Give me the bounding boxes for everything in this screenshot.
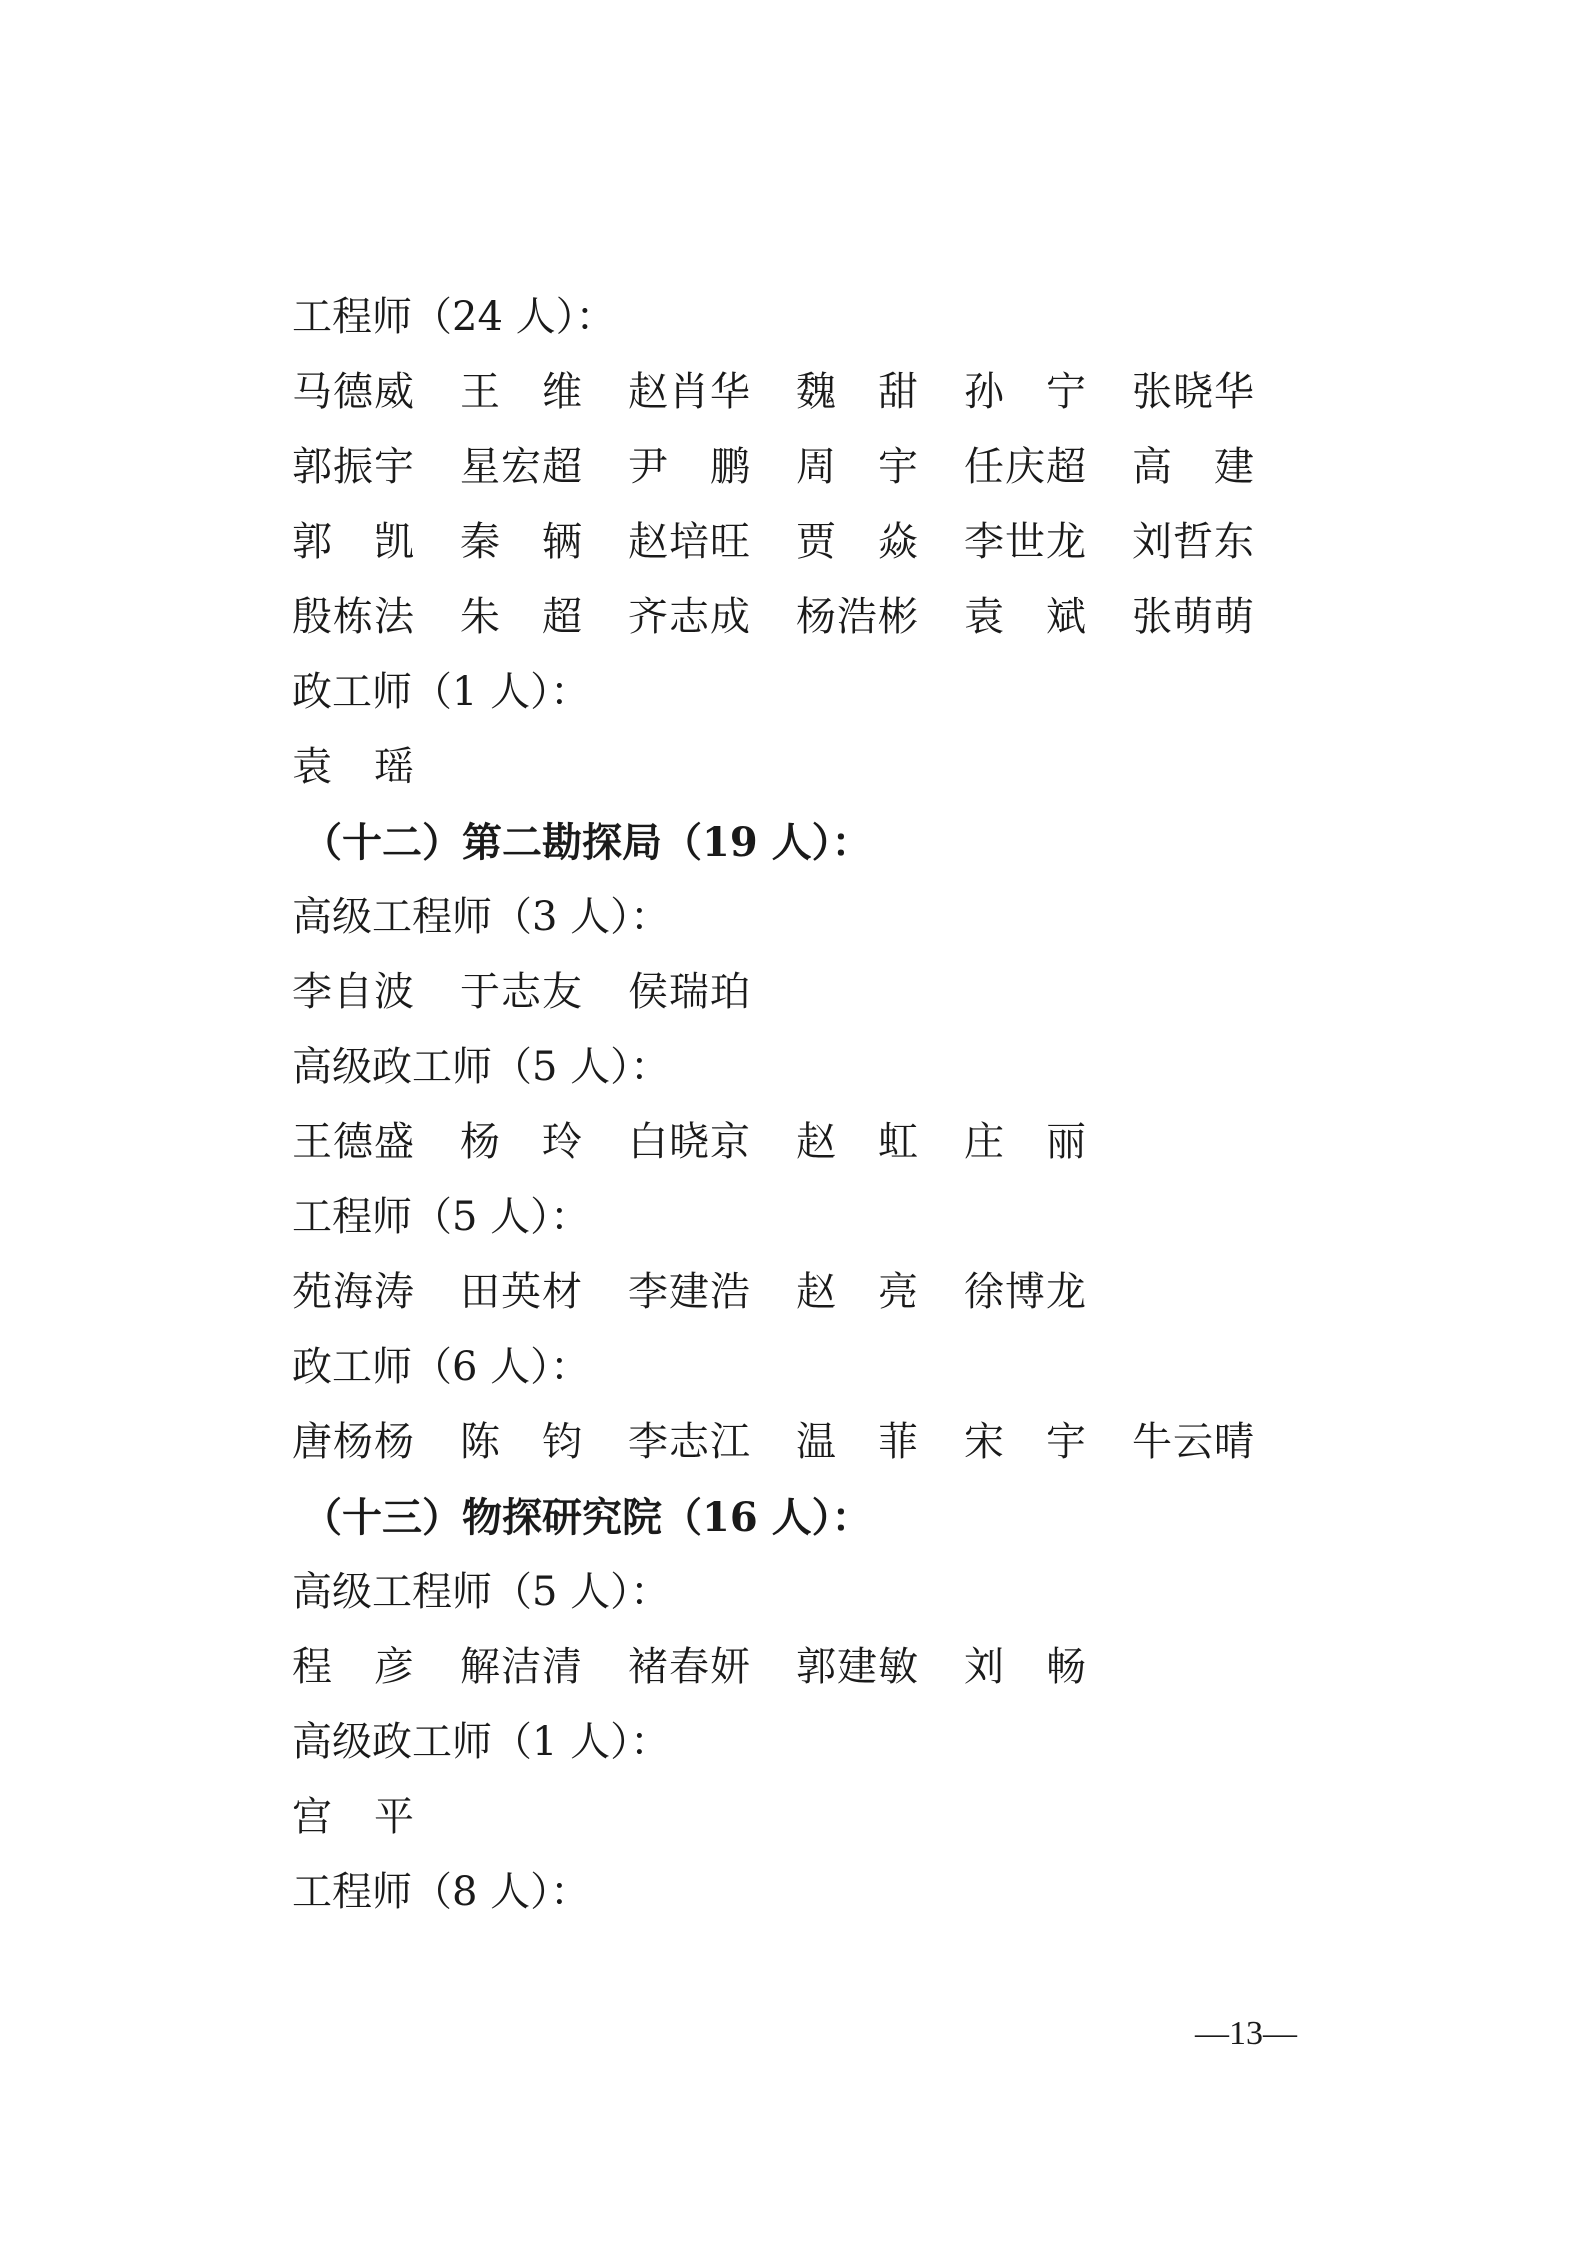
name-row xyxy=(292,1780,1312,1855)
person-name: 李世龙 xyxy=(964,519,1087,565)
category-heading: 工程师（8 人）： xyxy=(292,1869,591,1915)
person-name: 高 建 xyxy=(1132,444,1255,490)
person-name: 苑海涛 xyxy=(292,1269,415,1315)
name-row xyxy=(292,730,1312,805)
person-name: 齐志成 xyxy=(628,594,751,640)
category-heading: 高级工程师（3 人）： xyxy=(292,894,671,940)
person-name: 牛云晴 xyxy=(1132,1419,1255,1465)
person-name: 贾 焱 xyxy=(796,519,919,565)
category-heading: 政工师（1 人）： xyxy=(292,669,591,715)
person-name: 张晓华 xyxy=(1132,369,1255,415)
person-name: 赵肖华 xyxy=(628,369,751,415)
person-name: 王德盛 xyxy=(292,1119,415,1165)
category-heading: 政工师（6 人）： xyxy=(292,1344,591,1390)
category-heading: 工程师（24 人）： xyxy=(292,294,616,340)
person-name: 宋 宇 xyxy=(964,1419,1087,1465)
person-name: 朱 超 xyxy=(460,594,583,640)
person-name: 王 维 xyxy=(460,369,583,415)
person-name: 袁 斌 xyxy=(964,594,1087,640)
name-row xyxy=(292,1630,1312,1705)
person-name: 侯瑞珀 xyxy=(628,969,751,1015)
person-name: 白晓京 xyxy=(628,1119,751,1165)
person-name: 任庆超 xyxy=(964,444,1087,490)
name-row xyxy=(292,1405,1312,1480)
person-name: 马德威 xyxy=(292,369,415,415)
person-name: 于志友 xyxy=(460,969,583,1015)
person-name: 杨 玲 xyxy=(460,1119,583,1165)
person-name: 温 菲 xyxy=(796,1419,919,1465)
person-name: 徐博龙 xyxy=(964,1269,1087,1315)
category-heading: 高级政工师（5 人）： xyxy=(292,1044,671,1090)
person-name: 庄 丽 xyxy=(964,1119,1087,1165)
person-name: 秦 辆 xyxy=(460,519,583,565)
person-name: 尹 鹏 xyxy=(628,444,751,490)
name-row xyxy=(292,430,1312,505)
person-name: 程 彦 xyxy=(292,1644,415,1690)
person-name: 张萌萌 xyxy=(1132,594,1255,640)
person-name: 郭振宇 xyxy=(292,444,415,490)
name-row xyxy=(292,1255,1312,1330)
person-name: 星宏超 xyxy=(460,444,583,490)
person-name: 李志江 xyxy=(628,1419,751,1465)
person-name: 褚春妍 xyxy=(628,1644,751,1690)
name-row xyxy=(292,955,1312,1030)
section-heading: （十三）物探研究院（16 人）： xyxy=(302,1494,872,1541)
person-name: 陈 钧 xyxy=(460,1419,583,1465)
person-name: 郭建敏 xyxy=(796,1644,919,1690)
person-name: 唐杨杨 xyxy=(292,1419,415,1465)
person-name: 郭 凯 xyxy=(292,519,415,565)
category-heading: 高级政工师（1 人）： xyxy=(292,1719,671,1765)
person-name: 赵 亮 xyxy=(796,1269,919,1315)
person-name: 赵培旺 xyxy=(628,519,751,565)
name-row xyxy=(292,1105,1312,1180)
name-row xyxy=(292,580,1312,655)
person-name: 解洁清 xyxy=(460,1644,583,1690)
page-number: —13— xyxy=(1195,2015,1297,2052)
person-name: 魏 甜 xyxy=(796,369,919,415)
person-name: 周 宇 xyxy=(796,444,919,490)
person-name: 李建浩 xyxy=(628,1269,751,1315)
person-name: 赵 虹 xyxy=(796,1119,919,1165)
person-name: 刘哲东 xyxy=(1132,519,1255,565)
name-row xyxy=(292,505,1312,580)
section-heading: （十二）第二勘探局（19 人）： xyxy=(302,819,872,866)
category-heading: 高级工程师（5 人）： xyxy=(292,1569,671,1615)
document-body xyxy=(292,280,1312,1930)
category-heading: 工程师（5 人）： xyxy=(292,1194,591,1240)
person-name: 孙 宁 xyxy=(964,369,1087,415)
name-row xyxy=(292,355,1312,430)
person-name: 宫 平 xyxy=(292,1794,415,1840)
person-name: 袁 瑶 xyxy=(292,744,415,790)
person-name: 殷栋法 xyxy=(292,594,415,640)
person-name: 李自波 xyxy=(292,969,415,1015)
person-name: 杨浩彬 xyxy=(796,594,919,640)
person-name: 田英材 xyxy=(460,1269,583,1315)
person-name: 刘 畅 xyxy=(964,1644,1087,1690)
